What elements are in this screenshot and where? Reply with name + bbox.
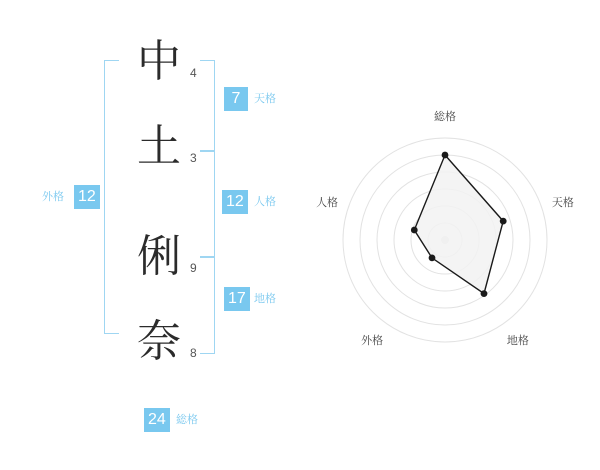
radar-series-polygon: [414, 155, 503, 294]
badge-label-chikaku: 地格: [254, 293, 276, 305]
name-strokes-1: 3: [190, 151, 197, 165]
badge-label-gaikaku: 外格: [42, 191, 64, 203]
name-strokes-2: 9: [190, 261, 197, 275]
radar-axis-label: 天格: [551, 196, 574, 209]
radar-data-point: [500, 218, 507, 225]
radar-data-point: [429, 255, 436, 262]
name-char-2: 俐: [137, 231, 181, 282]
name-char-1: 土: [137, 121, 181, 172]
name-char-0: 中: [137, 36, 181, 87]
radar-data-point: [481, 290, 488, 297]
gaikaku-bracket: [104, 60, 119, 334]
radar-axis-label: 総格: [434, 111, 456, 123]
badge-soukaku: 24: [144, 408, 170, 432]
radar-chart-svg: [310, 110, 580, 380]
radar-axis-label: 外格: [361, 335, 384, 348]
badge-chikaku: 17: [224, 287, 250, 311]
radar-data-point: [411, 227, 418, 234]
badge-tenkaku: 7: [224, 87, 248, 111]
badge-jinkaku: 12: [222, 190, 248, 214]
name-char-3: 奈: [137, 316, 181, 367]
badge-gaikaku: 12: [74, 185, 100, 209]
chikaku-bracket: [200, 256, 215, 354]
badge-label-tenkaku: 天格: [254, 93, 276, 105]
jinkaku-bracket: [200, 150, 215, 258]
name-strokes-3: 8: [190, 346, 197, 360]
tenkaku-bracket: [200, 60, 215, 152]
radar-axis-label: 人格: [316, 196, 339, 209]
radar-data-point: [442, 152, 449, 159]
name-strokes-0: 4: [190, 66, 197, 80]
radar-chart: [310, 110, 580, 380]
badge-label-soukaku: 総格: [176, 414, 198, 426]
radar-axis-label: 地格: [506, 335, 529, 348]
badge-label-jinkaku: 人格: [254, 196, 276, 208]
